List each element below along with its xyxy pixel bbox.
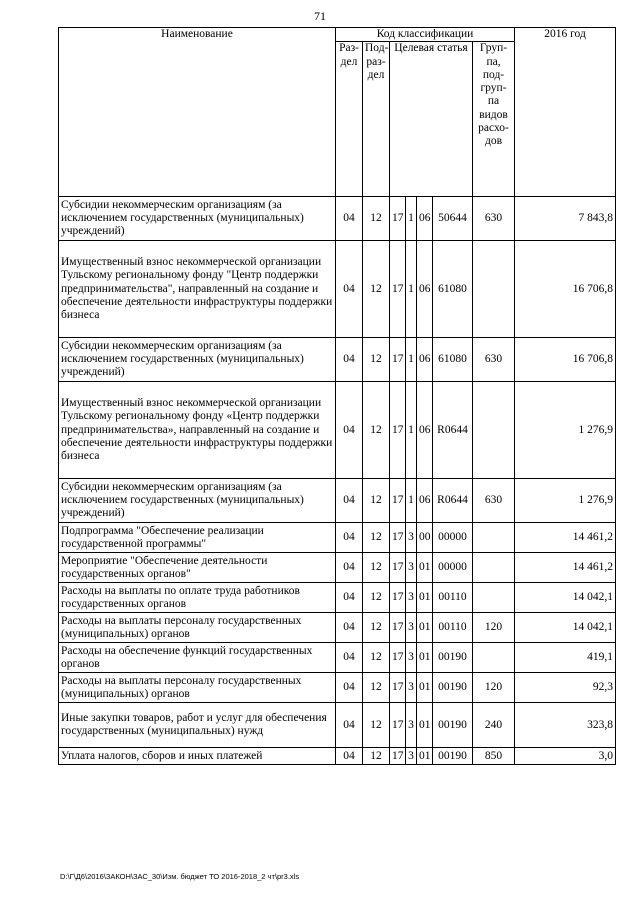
header-classification: Код классификации	[336, 28, 515, 42]
row-target-event: 01	[417, 748, 433, 765]
table-row	[59, 703, 616, 748]
table-row	[59, 673, 616, 703]
row-amount: 1 276,9	[515, 382, 616, 479]
row-target-direction: 61080	[433, 338, 473, 382]
row-name: Расходы на выплаты по оплате труда работников государственных органов	[59, 583, 336, 613]
row-target-program: 17	[390, 553, 406, 583]
row-target-direction: 00190	[433, 673, 473, 703]
row-section: 04	[336, 643, 363, 673]
row-section: 04	[336, 241, 363, 338]
row-target-subprogram: 3	[406, 703, 417, 748]
row-target-subprogram: 1	[406, 382, 417, 479]
row-target-program: 17	[390, 197, 406, 241]
header-expense-group: Груп- па, под- груп- па видов расхо- дов	[473, 42, 515, 197]
header-subsection: Под- раз- дел	[363, 42, 390, 197]
row-target-program: 17	[390, 583, 406, 613]
row-target-subprogram: 3	[406, 583, 417, 613]
row-subsection: 12	[363, 338, 390, 382]
row-amount: 14 461,2	[515, 553, 616, 583]
row-target-direction: 61080	[433, 241, 473, 338]
row-target-program: 17	[390, 479, 406, 523]
header-name: Наименование	[59, 28, 336, 197]
header-target-article: Целевая статья	[390, 42, 473, 197]
table-row	[59, 643, 616, 673]
file-path-footer: D:\Г\Д6\2016\ЗАКОН\ЗАС_30\Изм. бюджет ТО 2016-2018_2 чт\pr3.xls	[60, 872, 300, 881]
table-row	[59, 241, 616, 338]
row-target-program: 17	[390, 703, 406, 748]
budget-table	[58, 27, 616, 765]
row-target-subprogram: 3	[406, 553, 417, 583]
row-name: Уплата налогов, сборов и иных платежей	[59, 748, 336, 765]
row-target-program: 17	[390, 643, 406, 673]
table-row	[59, 382, 616, 479]
row-target-direction: 00000	[433, 523, 473, 553]
row-name: Расходы на выплаты персоналу государственных (муниципальных) органов	[59, 673, 336, 703]
row-subsection: 12	[363, 748, 390, 765]
header-year: 2016 год	[515, 28, 616, 197]
row-target-direction: 00190	[433, 748, 473, 765]
row-target-direction: 50644	[433, 197, 473, 241]
row-section: 04	[336, 338, 363, 382]
row-target-event: 00	[417, 523, 433, 553]
row-expense-group: 630	[473, 197, 515, 241]
header-section: Раз- дел	[336, 42, 363, 197]
row-amount: 323,8	[515, 703, 616, 748]
row-subsection: 12	[363, 553, 390, 583]
row-section: 04	[336, 197, 363, 241]
row-section: 04	[336, 703, 363, 748]
row-target-event: 01	[417, 643, 433, 673]
row-name: Подпрограмма "Обеспечение реализации государственной программы"	[59, 523, 336, 553]
row-name: Расходы на обеспечение функций государственных органов	[59, 643, 336, 673]
row-target-program: 17	[390, 382, 406, 479]
row-section: 04	[336, 523, 363, 553]
row-target-event: 06	[417, 479, 433, 523]
row-target-subprogram: 3	[406, 748, 417, 765]
row-name: Имущественный взнос некоммерческой организации Тульскому региональному фонду "Центр поддержки предпринимательства", направленный на создание и обеспечение деятельности инфраструктуры поддержки бизнеса	[59, 241, 336, 338]
row-subsection: 12	[363, 241, 390, 338]
row-amount: 3,0	[515, 748, 616, 765]
row-target-direction: R0644	[433, 479, 473, 523]
row-expense-group	[473, 643, 515, 673]
row-expense-group	[473, 583, 515, 613]
row-target-direction: 00110	[433, 613, 473, 643]
row-target-event: 01	[417, 703, 433, 748]
row-target-program: 17	[390, 613, 406, 643]
table-row	[59, 553, 616, 583]
row-section: 04	[336, 583, 363, 613]
row-amount: 14 461,2	[515, 523, 616, 553]
row-subsection: 12	[363, 197, 390, 241]
row-subsection: 12	[363, 673, 390, 703]
row-amount: 419,1	[515, 643, 616, 673]
row-subsection: 12	[363, 583, 390, 613]
row-name: Субсидии некоммерческим организациям (за исключением государственных (муниципальных) учреждений)	[59, 197, 336, 241]
table-row	[59, 479, 616, 523]
row-name: Имущественный взнос некоммерческой организации Тульскому региональному фонду «Центр поддержки предпринимательства», направленный на создание и обеспечение деятельности инфраструктуры поддержки бизнеса	[59, 382, 336, 479]
row-expense-group	[473, 553, 515, 583]
row-target-direction: 00110	[433, 583, 473, 613]
row-target-event: 01	[417, 553, 433, 583]
row-target-program: 17	[390, 241, 406, 338]
row-target-event: 01	[417, 583, 433, 613]
row-expense-group	[473, 382, 515, 479]
row-subsection: 12	[363, 382, 390, 479]
table-row	[59, 613, 616, 643]
table-row	[59, 748, 616, 765]
row-amount: 16 706,8	[515, 241, 616, 338]
row-section: 04	[336, 748, 363, 765]
row-expense-group	[473, 523, 515, 553]
row-target-subprogram: 1	[406, 338, 417, 382]
row-expense-group: 630	[473, 338, 515, 382]
row-target-event: 06	[417, 197, 433, 241]
row-target-event: 01	[417, 613, 433, 643]
row-name: Субсидии некоммерческим организациям (за исключением государственных (муниципальных) учреждений)	[59, 338, 336, 382]
row-amount: 92,3	[515, 673, 616, 703]
row-target-event: 06	[417, 241, 433, 338]
page-number: 71	[314, 9, 326, 23]
row-amount: 7 843,8	[515, 197, 616, 241]
row-target-event: 01	[417, 673, 433, 703]
row-target-event: 06	[417, 382, 433, 479]
row-subsection: 12	[363, 703, 390, 748]
row-expense-group: 850	[473, 748, 515, 765]
row-target-subprogram: 3	[406, 613, 417, 643]
row-target-direction: 00000	[433, 553, 473, 583]
row-expense-group: 120	[473, 613, 515, 643]
row-amount: 14 042,1	[515, 613, 616, 643]
row-section: 04	[336, 479, 363, 523]
row-target-subprogram: 1	[406, 241, 417, 338]
row-target-subprogram: 3	[406, 643, 417, 673]
row-target-direction: 00190	[433, 643, 473, 673]
row-amount: 1 276,9	[515, 479, 616, 523]
row-expense-group: 630	[473, 479, 515, 523]
row-amount: 14 042,1	[515, 583, 616, 613]
row-section: 04	[336, 553, 363, 583]
row-target-subprogram: 1	[406, 197, 417, 241]
row-subsection: 12	[363, 523, 390, 553]
row-target-program: 17	[390, 338, 406, 382]
row-target-program: 17	[390, 523, 406, 553]
row-section: 04	[336, 673, 363, 703]
row-target-program: 17	[390, 673, 406, 703]
row-subsection: 12	[363, 643, 390, 673]
row-subsection: 12	[363, 479, 390, 523]
row-target-event: 06	[417, 338, 433, 382]
row-name: Мероприятие "Обеспечение деятельности государственных органов"	[59, 553, 336, 583]
row-section: 04	[336, 382, 363, 479]
row-target-program: 17	[390, 748, 406, 765]
row-target-subprogram: 1	[406, 479, 417, 523]
row-expense-group: 240	[473, 703, 515, 748]
row-target-direction: R0644	[433, 382, 473, 479]
row-target-subprogram: 3	[406, 673, 417, 703]
row-expense-group: 120	[473, 673, 515, 703]
table-row	[59, 197, 616, 241]
row-name: Субсидии некоммерческим организациям (за исключением государственных (муниципальных) учреждений)	[59, 479, 336, 523]
row-name: Расходы на выплаты персоналу государственных (муниципальных) органов	[59, 613, 336, 643]
table-row	[59, 338, 616, 382]
row-expense-group	[473, 241, 515, 338]
row-target-direction: 00190	[433, 703, 473, 748]
table-row	[59, 523, 616, 553]
table-row	[59, 583, 616, 613]
row-section: 04	[336, 613, 363, 643]
row-name: Иные закупки товаров, работ и услуг для обеспечения государственных (муниципальных) нужд	[59, 703, 336, 748]
row-subsection: 12	[363, 613, 390, 643]
row-amount: 16 706,8	[515, 338, 616, 382]
row-target-subprogram: 3	[406, 523, 417, 553]
